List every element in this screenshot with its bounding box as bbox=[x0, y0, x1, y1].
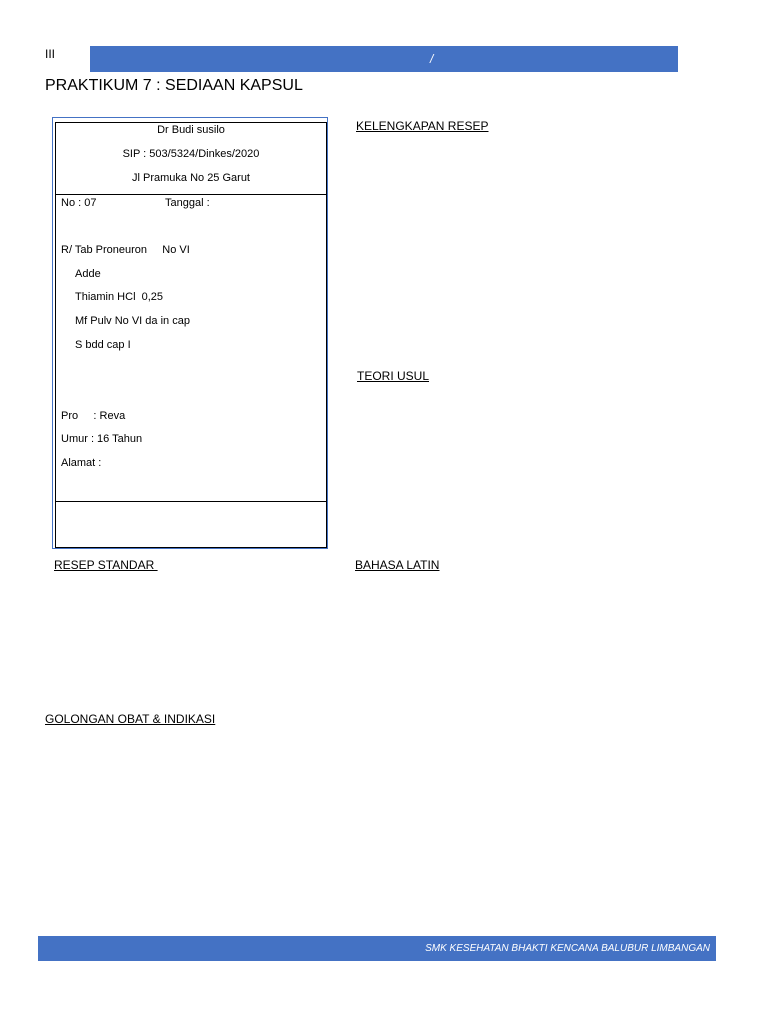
prescription-date-label: Tanggal : bbox=[165, 197, 210, 209]
prescription-number: No : 07 bbox=[61, 197, 97, 209]
section-resep-standar: RESEP STANDAR bbox=[54, 558, 158, 572]
prescription-footer-divider bbox=[55, 501, 327, 502]
rx-line: Adde bbox=[75, 268, 101, 280]
section-golongan-obat: GOLONGAN OBAT & INDIKASI bbox=[45, 712, 216, 726]
patient-age: Umur : 16 Tahun bbox=[61, 433, 143, 445]
rx-line: S bdd cap I bbox=[75, 339, 131, 351]
doctor-sip: SIP : 503/5324/Dinkes/2020 bbox=[122, 148, 260, 160]
prescription-header-divider bbox=[55, 194, 327, 195]
header-mark: / bbox=[430, 52, 434, 66]
doctor-name: Dr Budi susilo bbox=[157, 124, 225, 136]
section-kelengkapan-resep: KELENGKAPAN RESEP bbox=[356, 119, 489, 133]
page-title: PRAKTIKUM 7 : SEDIAAN KAPSUL bbox=[45, 77, 303, 94]
header-band bbox=[90, 46, 678, 72]
section-bahasa-latin: BAHASA LATIN bbox=[355, 558, 440, 572]
page-number: III bbox=[45, 47, 56, 61]
footer-school-name: SMK KESEHATAN BHAKTI KENCANA BALUBUR LIMBANGAN bbox=[425, 943, 710, 954]
doctor-address: Jl Pramuka No 25 Garut bbox=[132, 172, 250, 184]
section-teori-usul: TEORI USUL bbox=[357, 369, 430, 383]
patient-address: Alamat : bbox=[61, 457, 102, 469]
rx-line: Mf Pulv No VI da in cap bbox=[75, 315, 190, 327]
rx-line: R/ Tab Proneuron No VI bbox=[61, 244, 190, 256]
prescription-card bbox=[55, 122, 327, 548]
rx-line: Thiamin HCl 0,25 bbox=[75, 291, 164, 303]
patient-name: Pro : Reva bbox=[61, 410, 126, 422]
